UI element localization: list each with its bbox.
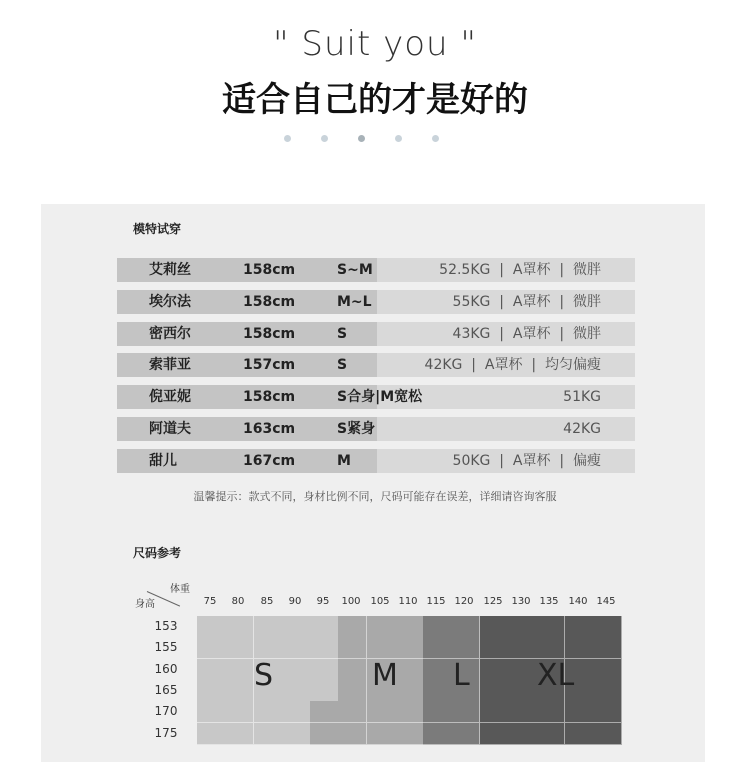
size-hint-note: 温馨提示：款式不同，身材比例不同，尺码可能存在误差，详细请咨询客服: [193, 490, 557, 503]
weight-tick: 95: [316, 596, 330, 607]
model-height: 163cm: [243, 421, 296, 437]
heatmap-cell: [197, 637, 226, 659]
heatmap-cell: [451, 616, 480, 638]
heatmap-cell: [254, 723, 283, 745]
carousel-indicator: [284, 135, 444, 145]
heatmap-cell: [310, 680, 339, 702]
heatmap-cell: [254, 701, 283, 723]
heatmap-cell: [480, 723, 509, 745]
heatmap-cell: [451, 723, 480, 745]
carousel-dot[interactable]: [284, 135, 291, 142]
height-tick: 155: [154, 640, 178, 654]
size-label-xl: XL: [537, 658, 575, 693]
height-tick: 175: [154, 726, 178, 740]
model-detail: 42KG: [563, 421, 601, 437]
heatmap-cell: [593, 659, 622, 681]
heatmap-cell: [480, 637, 509, 659]
heatmap-cell: [536, 723, 565, 745]
heatmap-cell: [536, 637, 565, 659]
heatmap-cell: [282, 637, 311, 659]
heatmap-cell: [197, 701, 226, 723]
heatmap-cell: [565, 616, 594, 638]
heatmap-cell: [310, 659, 339, 681]
heatmap-cell: [423, 637, 452, 659]
heatmap-cell: [395, 723, 424, 745]
heatmap-cell: [338, 723, 367, 745]
weight-tick: 115: [426, 596, 446, 607]
heatmap-cell: [338, 659, 367, 681]
heatmap-cell: [310, 637, 339, 659]
weight-axis-label: 体重: [170, 584, 190, 595]
model-row: [117, 322, 635, 346]
model-size: S~M: [337, 262, 373, 278]
heatmap-cell: [423, 659, 452, 681]
heatmap-cell: [225, 701, 254, 723]
heatmap-cell: [225, 637, 254, 659]
heatmap-cell: [451, 701, 480, 723]
carousel-dot[interactable]: [358, 135, 365, 142]
height-tick: 160: [154, 662, 178, 676]
heatmap-cell: [480, 659, 509, 681]
heatmap-cell: [593, 680, 622, 702]
heatmap-cell: [282, 680, 311, 702]
weight-tick: 110: [398, 596, 418, 607]
heatmap-cell: [282, 616, 311, 638]
model-size: S紧身: [337, 421, 376, 437]
heatmap-cell: [480, 680, 509, 702]
header-title-en: " Suit you ": [272, 24, 478, 64]
model-name: 艾莉丝: [149, 262, 191, 278]
heatmap-cell: [593, 616, 622, 638]
weight-tick: 90: [288, 596, 302, 607]
size-chart-title: 尺码参考: [133, 546, 182, 560]
model-name: 密西尔: [149, 326, 191, 342]
heatmap-cell: [508, 659, 537, 681]
height-tick: 153: [154, 619, 178, 633]
heatmap-cell: [395, 659, 424, 681]
heatmap-cell: [338, 616, 367, 638]
model-size: S: [337, 357, 348, 373]
weight-tick: 100: [341, 596, 361, 607]
model-height: 167cm: [243, 453, 296, 469]
heatmap-cell: [480, 616, 509, 638]
model-name: 埃尔法: [149, 294, 191, 310]
heatmap-cell: [254, 616, 283, 638]
carousel-dot[interactable]: [432, 135, 439, 142]
models-section-title: 模特试穿: [133, 222, 182, 236]
heatmap-cell: [310, 701, 339, 723]
weight-tick: 135: [539, 596, 559, 607]
heatmap-cell: [395, 680, 424, 702]
heatmap-cell: [565, 723, 594, 745]
heatmap-cell: [508, 680, 537, 702]
heatmap-cell: [451, 637, 480, 659]
heatmap-cell: [593, 701, 622, 723]
heatmap-cell: [338, 637, 367, 659]
model-row: [117, 449, 635, 473]
height-tick: 165: [154, 683, 178, 697]
heatmap-cell: [282, 723, 311, 745]
model-row: [117, 353, 635, 377]
model-height: 158cm: [243, 389, 296, 405]
model-height: 158cm: [243, 294, 296, 310]
heatmap-cell: [197, 659, 226, 681]
heatmap-cell: [367, 701, 396, 723]
heatmap-cell: [225, 723, 254, 745]
model-row: [117, 417, 635, 441]
heatmap-cell: [282, 659, 311, 681]
weight-tick: 140: [568, 596, 588, 607]
carousel-dot[interactable]: [395, 135, 402, 142]
heatmap-cell: [367, 723, 396, 745]
heatmap-cell: [423, 723, 452, 745]
size-label-l: L: [453, 658, 470, 693]
weight-tick: 130: [511, 596, 531, 607]
weight-tick: 75: [203, 596, 217, 607]
heatmap-cell: [310, 616, 339, 638]
height-tick: 170: [154, 704, 178, 718]
heatmap-cell: [197, 616, 226, 638]
model-detail: 52.5KG | A罩杯 | 微胖: [439, 262, 601, 278]
model-row: [117, 385, 635, 409]
heatmap-cell: [480, 701, 509, 723]
heatmap-cell: [254, 637, 283, 659]
height-axis-label: 身高: [135, 599, 155, 610]
heatmap-cell: [565, 637, 594, 659]
heatmap-cell: [423, 680, 452, 702]
heatmap-cell: [282, 701, 311, 723]
model-detail: 42KG | A罩杯 | 均匀偏瘦: [424, 357, 601, 373]
heatmap-cell: [225, 680, 254, 702]
model-size: S合身|M宽松: [337, 389, 423, 405]
heatmap-cell: [395, 701, 424, 723]
heatmap-cell: [565, 701, 594, 723]
weight-tick: 80: [231, 596, 245, 607]
heatmap-cell: [508, 637, 537, 659]
model-size: M~L: [337, 294, 372, 310]
heatmap-cell: [310, 723, 339, 745]
model-height: 158cm: [243, 262, 296, 278]
heatmap-cell: [338, 701, 367, 723]
model-detail: 50KG | A罩杯 | 偏瘦: [452, 453, 601, 469]
model-size: M: [337, 453, 351, 469]
model-row: [117, 258, 635, 282]
weight-tick: 105: [370, 596, 390, 607]
carousel-dot[interactable]: [321, 135, 328, 142]
header-title-cn: 适合自己的才是好的: [222, 80, 528, 120]
heatmap-cell: [508, 701, 537, 723]
weight-tick: 145: [596, 596, 616, 607]
model-detail: 55KG | A罩杯 | 微胖: [452, 294, 601, 310]
size-label-s: S: [254, 658, 274, 693]
model-row: [117, 290, 635, 314]
heatmap-cell: [395, 616, 424, 638]
heatmap-cell: [423, 701, 452, 723]
heatmap-cell: [593, 637, 622, 659]
heatmap-cell: [367, 616, 396, 638]
model-detail: 51KG: [563, 389, 601, 405]
weight-tick: 125: [483, 596, 503, 607]
model-name: 索菲亚: [149, 357, 191, 373]
heatmap-cell: [367, 637, 396, 659]
model-size: S: [337, 326, 348, 342]
model-height: 157cm: [243, 357, 296, 373]
heatmap-cell: [593, 723, 622, 745]
model-detail: 43KG | A罩杯 | 微胖: [452, 326, 601, 342]
model-name: 甜儿: [149, 453, 177, 469]
heatmap-cell: [225, 659, 254, 681]
weight-tick: 120: [454, 596, 474, 607]
heatmap-cell: [536, 701, 565, 723]
heatmap-cell: [423, 616, 452, 638]
heatmap-cell: [225, 616, 254, 638]
heatmap-cell: [338, 680, 367, 702]
heatmap-cell: [508, 616, 537, 638]
heatmap-cell: [197, 680, 226, 702]
heatmap-cell: [395, 637, 424, 659]
weight-tick: 85: [260, 596, 274, 607]
heatmap-cell: [536, 616, 565, 638]
model-name: 倪亚妮: [149, 389, 191, 405]
heatmap-cell: [508, 723, 537, 745]
heatmap-cell: [197, 723, 226, 745]
model-height: 158cm: [243, 326, 296, 342]
size-label-m: M: [372, 658, 398, 693]
model-name: 阿道夫: [149, 421, 191, 437]
